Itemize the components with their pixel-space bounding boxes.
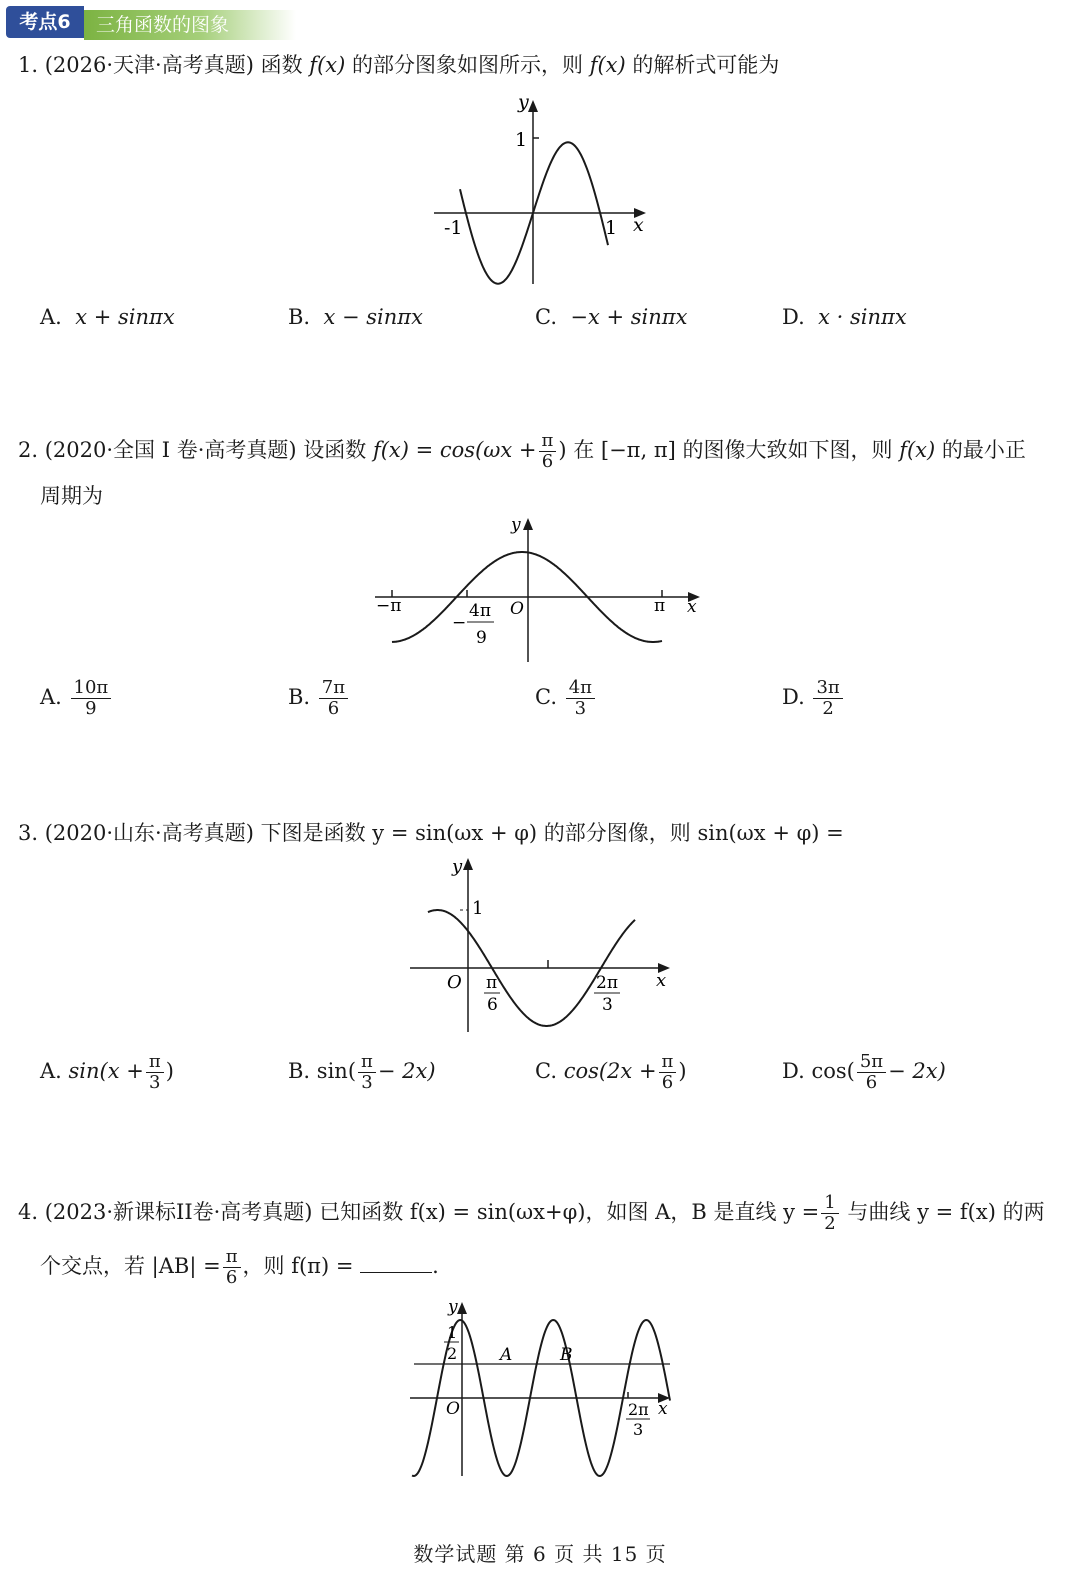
option-letter: C.: [535, 305, 557, 329]
frac-num: 1: [821, 1193, 838, 1214]
option-post: ): [165, 1059, 174, 1083]
q4-line2-end: .: [432, 1254, 439, 1278]
q1-tick-x1-label: 1: [605, 217, 618, 239]
q2-negpi-label: −π: [376, 596, 402, 616]
q2-y-arrow: [523, 518, 533, 530]
q1-tick-xm1-label: -1: [444, 217, 463, 239]
q1-graph: [420, 92, 660, 292]
q4-frac-ab: [223, 1247, 241, 1288]
section-tag: [6, 6, 296, 40]
frac-num: π: [358, 1052, 376, 1073]
q1-x-label: x: [633, 214, 644, 236]
q4-t-den: 3: [633, 1420, 644, 1439]
option-expr: −x + sinπx: [570, 305, 688, 329]
option-frac: [813, 678, 842, 719]
option-expr: x + sinπx: [75, 305, 175, 329]
q2-y-label: y: [511, 515, 521, 535]
q2-pi-label: π: [654, 596, 666, 616]
option-letter: D.: [782, 685, 805, 709]
q3-stem: [18, 818, 844, 848]
q2-source: (2020·全国 I 卷·高考真题): [44, 438, 297, 462]
q4-point-a: A: [500, 1345, 513, 1365]
q2-fx: f(x): [899, 438, 936, 462]
frac-den: 6: [661, 1072, 674, 1093]
q2-x-label: x: [687, 597, 697, 617]
q4-stem-line2: [40, 1244, 439, 1288]
q4-h-den: 2: [447, 1344, 458, 1363]
q3-t2-den: 3: [602, 995, 613, 1015]
q3-option-b[interactable]: [288, 1052, 436, 1093]
q1-tick-y1-label: 1: [515, 129, 528, 151]
q3-t1-num: π: [486, 973, 498, 993]
frac-num: π: [223, 1247, 241, 1268]
frac-num: 7π: [319, 678, 348, 699]
option-post: − 2x): [888, 1059, 946, 1083]
q3-y-arrow: [463, 858, 473, 870]
option-frac: [146, 1052, 164, 1093]
frac-num: 4π: [566, 678, 595, 699]
frac-den: 9: [85, 698, 97, 719]
frac-den: 6: [327, 698, 340, 719]
q2-origin-label: O: [510, 599, 524, 619]
q3-option-c[interactable]: [535, 1052, 687, 1093]
q2-stem-a: 设函数: [303, 438, 367, 462]
q2-option-b[interactable]: [288, 678, 350, 719]
frac-num: π: [659, 1052, 677, 1073]
q1-stem-a: 函数: [260, 53, 303, 77]
q1-option-d[interactable]: [782, 305, 907, 329]
q4-stem-a: 已知函数 f(x) = sin(ωx+φ)，如图 A，B 是直线 y =: [319, 1200, 820, 1224]
option-post: ): [678, 1059, 687, 1083]
q4-line2-a: 个交点，若 |AB| =: [40, 1254, 221, 1278]
q3-number: 3.: [18, 821, 39, 845]
q4-graph: [400, 1296, 690, 1481]
q4-stem: [18, 1190, 1045, 1234]
q1-fx: f(x): [309, 53, 346, 77]
frac-num: 3π: [813, 678, 842, 699]
q2-stem: [18, 428, 1026, 472]
q4-y-arrow: [457, 1302, 467, 1314]
q4-h-num: 1: [447, 1323, 458, 1342]
q3-one-label: 1: [472, 898, 484, 919]
option-letter: C.: [535, 1059, 557, 1083]
q4-x-label: x: [658, 1399, 668, 1419]
option-pre: sin(: [316, 1059, 357, 1083]
q3-origin-label: O: [447, 972, 462, 993]
page-footer: 数学试题 第 6 页 共 15 页: [413, 1542, 667, 1566]
q4-point-b: B: [560, 1345, 573, 1365]
q1-y-label: y: [518, 92, 529, 113]
option-frac: [358, 1052, 376, 1093]
frac-den: 3: [149, 1072, 161, 1093]
q4-origin-label: O: [446, 1399, 460, 1419]
option-frac: [857, 1052, 886, 1093]
q1-source: (2026·天津·高考真题): [44, 53, 254, 77]
q3-t1-den: 6: [487, 995, 498, 1015]
frac-den: 3: [574, 698, 587, 719]
q1-stem-c: 的解析式可能为: [632, 53, 780, 77]
q2-option-c[interactable]: [535, 678, 597, 719]
q4-source: (2023·新课标II卷·高考真题): [44, 1200, 313, 1224]
frac-den: 6: [541, 451, 554, 472]
option-expr: x − sinπx: [323, 305, 423, 329]
q2-frac-pi6: [539, 431, 557, 472]
option-letter: B.: [288, 305, 311, 329]
frac-num: 10π: [71, 678, 112, 699]
q3-graph: [400, 852, 690, 1037]
q3-x-label: x: [656, 970, 667, 991]
q3-y-label: y: [452, 856, 463, 877]
q4-number: 4.: [18, 1200, 39, 1224]
q2-stem-b: ) 在 [−π, π] 的图像大致如下图，则: [558, 438, 893, 462]
q1-option-c[interactable]: [535, 305, 687, 329]
frac-den: 2: [822, 698, 834, 719]
q1-stem-b: 的部分图象如图所示，则: [352, 53, 583, 77]
q1-option-a[interactable]: [40, 305, 175, 329]
option-letter: D.: [782, 305, 805, 329]
q2-stem-c: 的最小正: [941, 438, 1026, 462]
q2-tick-num: 4π: [469, 601, 491, 621]
q1-stem: [18, 50, 779, 80]
q4-line2-b: ，则 f(π) =: [242, 1254, 354, 1278]
q1-y-arrow: [528, 100, 538, 112]
option-post: − 2x): [377, 1059, 436, 1083]
option-letter: D.: [782, 1059, 805, 1083]
q3-stem-text: 下图是函数 y = sin(ωx + φ) 的部分图像，则 sin(ωx + φ) =: [260, 821, 844, 845]
q1-fx-2: f(x): [589, 53, 626, 77]
section-tag-label: 考点6: [6, 6, 84, 38]
frac-num: 5π: [857, 1052, 886, 1073]
q3-option-d[interactable]: [782, 1052, 946, 1093]
option-frac: [71, 678, 112, 719]
q3-source: (2020·山东·高考真题): [44, 821, 254, 845]
q2-stem-line2: 周期为: [40, 484, 103, 508]
frac-den: 6: [225, 1267, 238, 1288]
option-pre: sin(x +: [68, 1059, 144, 1083]
option-expr: x · sinπx: [818, 305, 907, 329]
q4-y-label: y: [448, 1297, 458, 1317]
q2-tick-sign: −: [452, 613, 467, 633]
q2-stem-fx: f(x) = cos(ωx +: [372, 438, 537, 462]
option-pre: cos(: [811, 1059, 855, 1083]
option-letter: B.: [288, 685, 311, 709]
q2-option-d[interactable]: [782, 678, 845, 719]
option-frac: [566, 678, 595, 719]
option-letter: A.: [40, 1059, 62, 1083]
option-letter: C.: [535, 685, 557, 709]
q2-number: 2.: [18, 438, 39, 462]
q4-answer-blank[interactable]: [360, 1250, 432, 1273]
frac-den: 6: [865, 1072, 878, 1093]
q4-stem-b: 与曲线 y = f(x) 的两: [847, 1200, 1045, 1224]
q4-t-num: 2π: [628, 1400, 649, 1419]
q1-number: 1.: [18, 53, 39, 77]
section-tag-title: 三角函数的图象: [84, 10, 296, 40]
option-frac: [659, 1052, 677, 1093]
frac-den: 2: [824, 1213, 836, 1234]
q3-option-a[interactable]: [40, 1052, 174, 1093]
q4-frac-half: [821, 1193, 838, 1234]
option-letter: B.: [288, 1059, 311, 1083]
q2-option-a[interactable]: [40, 678, 113, 719]
q2-tick-den: 9: [476, 628, 487, 648]
option-frac: [319, 678, 348, 719]
q2-graph: [370, 512, 710, 667]
q3-t2-num: 2π: [596, 973, 618, 993]
frac-num: π: [146, 1052, 164, 1073]
frac-num: π: [539, 431, 557, 452]
option-letter: A.: [40, 305, 62, 329]
q1-option-b[interactable]: [288, 305, 423, 329]
frac-den: 3: [361, 1072, 373, 1093]
option-letter: A.: [40, 685, 62, 709]
option-pre: cos(2x +: [563, 1059, 657, 1083]
